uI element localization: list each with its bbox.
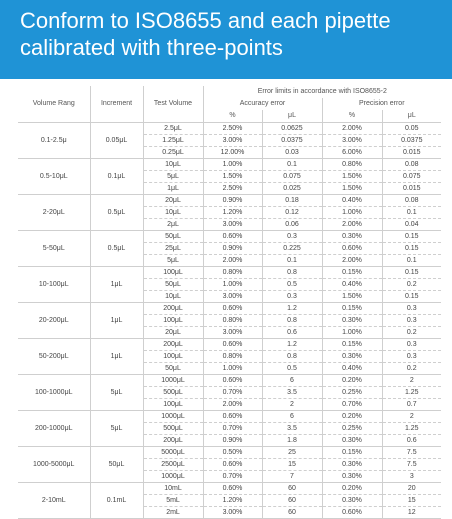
test-volume-cell: 20μL <box>143 195 203 207</box>
precision-pct-cell: 3.00% <box>322 135 382 147</box>
accuracy-pct-cell: 2.00% <box>203 399 262 411</box>
precision-pct-cell: 0.30% <box>322 435 382 447</box>
volume-range-cell: 2-10mL <box>18 483 90 519</box>
accuracy-ul-cell: 0.8 <box>262 351 322 363</box>
accuracy-pct-cell: 12.00% <box>203 147 262 159</box>
table-row <box>18 159 441 171</box>
accuracy-pct-cell: 0.60% <box>203 375 262 387</box>
accuracy-ul-cell: 0.12 <box>262 207 322 219</box>
test-volume-cell: 2.5μL <box>143 123 203 135</box>
precision-pct-cell: 0.30% <box>322 495 382 507</box>
test-volume-cell: 500μL <box>143 423 203 435</box>
precision-pct-cell: 2.00% <box>322 123 382 135</box>
precision-pct-cell: 0.40% <box>322 363 382 375</box>
test-volume-cell: 1μL <box>143 183 203 195</box>
precision-pct-cell: 6.00% <box>322 147 382 159</box>
precision-pct-cell: 0.25% <box>322 423 382 435</box>
increment-cell: 0.1μL <box>90 159 143 195</box>
test-volume-cell: 10μL <box>143 207 203 219</box>
volume-range-cell: 10-100μL <box>18 267 90 303</box>
accuracy-ul-cell: 15 <box>262 459 322 471</box>
precision-ul-cell: 0.3 <box>382 339 441 351</box>
precision-ul-cell: 0.7 <box>382 399 441 411</box>
accuracy-ul-cell: 0.5 <box>262 279 322 291</box>
accuracy-ul-cell: 0.1 <box>262 255 322 267</box>
accuracy-pct-cell: 0.80% <box>203 351 262 363</box>
header-precision-error: Precision error <box>322 98 441 110</box>
test-volume-cell: 200μL <box>143 339 203 351</box>
precision-ul-cell: 0.0375 <box>382 135 441 147</box>
accuracy-ul-cell: 6 <box>262 411 322 423</box>
accuracy-ul-cell: 60 <box>262 507 322 519</box>
accuracy-ul-cell: 1.2 <box>262 339 322 351</box>
header-error-limits: Error limits in accordance with ISO8655-2 <box>203 86 441 98</box>
precision-ul-cell: 0.1 <box>382 255 441 267</box>
precision-ul-cell: 0.3 <box>382 351 441 363</box>
precision-ul-cell: 20 <box>382 483 441 495</box>
accuracy-pct-cell: 0.60% <box>203 303 262 315</box>
precision-pct-cell: 0.60% <box>322 507 382 519</box>
accuracy-ul-cell: 0.8 <box>262 315 322 327</box>
test-volume-cell: 20μL <box>143 327 203 339</box>
header-precision-ul: μL <box>382 110 441 123</box>
accuracy-pct-cell: 0.50% <box>203 447 262 459</box>
test-volume-cell: 5000μL <box>143 447 203 459</box>
test-volume-cell: 25μL <box>143 243 203 255</box>
accuracy-pct-cell: 0.70% <box>203 423 262 435</box>
accuracy-ul-cell: 3.5 <box>262 387 322 399</box>
volume-range-cell: 20-200μL <box>18 303 90 339</box>
precision-ul-cell: 0.1 <box>382 207 441 219</box>
table-row <box>18 231 441 243</box>
accuracy-ul-cell: 1.8 <box>262 435 322 447</box>
precision-ul-cell: 12 <box>382 507 441 519</box>
test-volume-cell: 100μL <box>143 267 203 279</box>
precision-pct-cell: 0.30% <box>322 315 382 327</box>
test-volume-cell: 10μL <box>143 159 203 171</box>
precision-pct-cell: 0.15% <box>322 267 382 279</box>
precision-pct-cell: 1.50% <box>322 183 382 195</box>
header-increment: Increment <box>90 86 143 123</box>
accuracy-pct-cell: 0.90% <box>203 435 262 447</box>
accuracy-pct-cell: 0.70% <box>203 471 262 483</box>
precision-ul-cell: 7.5 <box>382 459 441 471</box>
test-volume-cell: 10mL <box>143 483 203 495</box>
precision-pct-cell: 1.50% <box>322 171 382 183</box>
accuracy-ul-cell: 0.075 <box>262 171 322 183</box>
test-volume-cell: 200μL <box>143 435 203 447</box>
accuracy-ul-cell: 0.3 <box>262 291 322 303</box>
increment-cell: 1μL <box>90 267 143 303</box>
test-volume-cell: 100μL <box>143 351 203 363</box>
volume-range-cell: 5-50μL <box>18 231 90 267</box>
precision-ul-cell: 0.6 <box>382 435 441 447</box>
accuracy-pct-cell: 0.60% <box>203 339 262 351</box>
accuracy-pct-cell: 1.50% <box>203 171 262 183</box>
precision-pct-cell: 0.20% <box>322 411 382 423</box>
precision-ul-cell: 15 <box>382 495 441 507</box>
precision-ul-cell: 0.3 <box>382 315 441 327</box>
precision-pct-cell: 1.50% <box>322 291 382 303</box>
table-row <box>18 447 441 459</box>
precision-ul-cell: 0.08 <box>382 195 441 207</box>
precision-pct-cell: 0.20% <box>322 483 382 495</box>
test-volume-cell: 1000μL <box>143 411 203 423</box>
test-volume-cell: 1000μL <box>143 375 203 387</box>
precision-pct-cell: 0.15% <box>322 447 382 459</box>
accuracy-pct-cell: 1.00% <box>203 159 262 171</box>
precision-ul-cell: 0.2 <box>382 363 441 375</box>
accuracy-ul-cell: 0.0375 <box>262 135 322 147</box>
test-volume-cell: 2μL <box>143 219 203 231</box>
increment-cell: 0.1mL <box>90 483 143 519</box>
increment-cell: 5μL <box>90 411 143 447</box>
accuracy-pct-cell: 1.20% <box>203 495 262 507</box>
test-volume-cell: 50μL <box>143 363 203 375</box>
increment-cell: 0.05μL <box>90 123 143 159</box>
precision-pct-cell: 0.40% <box>322 195 382 207</box>
header-test-volume: Test Volume <box>143 86 203 123</box>
accuracy-ul-cell: 25 <box>262 447 322 459</box>
accuracy-ul-cell: 0.0625 <box>262 123 322 135</box>
precision-pct-cell: 1.00% <box>322 207 382 219</box>
table-row <box>18 339 441 351</box>
accuracy-ul-cell: 0.3 <box>262 231 322 243</box>
precision-ul-cell: 0.015 <box>382 147 441 159</box>
volume-range-cell: 200-1000μL <box>18 411 90 447</box>
accuracy-pct-cell: 2.00% <box>203 255 262 267</box>
accuracy-ul-cell: 0.5 <box>262 363 322 375</box>
increment-cell: 5μL <box>90 375 143 411</box>
accuracy-pct-cell: 3.00% <box>203 327 262 339</box>
precision-pct-cell: 1.00% <box>322 327 382 339</box>
precision-pct-cell: 0.20% <box>322 375 382 387</box>
test-volume-cell: 50μL <box>143 231 203 243</box>
volume-range-cell: 1000-5000μL <box>18 447 90 483</box>
volume-range-cell: 100-1000μL <box>18 375 90 411</box>
increment-cell: 50μL <box>90 447 143 483</box>
accuracy-ul-cell: 0.06 <box>262 219 322 231</box>
precision-ul-cell: 2 <box>382 411 441 423</box>
accuracy-pct-cell: 0.60% <box>203 483 262 495</box>
precision-pct-cell: 0.30% <box>322 351 382 363</box>
precision-pct-cell: 0.30% <box>322 471 382 483</box>
accuracy-pct-cell: 1.00% <box>203 279 262 291</box>
accuracy-pct-cell: 0.80% <box>203 267 262 279</box>
table-row <box>18 411 441 423</box>
test-volume-cell: 500μL <box>143 387 203 399</box>
accuracy-ul-cell: 0.1 <box>262 159 322 171</box>
precision-ul-cell: 3 <box>382 471 441 483</box>
accuracy-ul-cell: 60 <box>262 483 322 495</box>
increment-cell: 0.5μL <box>90 195 143 231</box>
volume-range-cell: 0.1-2.5μ <box>18 123 90 159</box>
accuracy-pct-cell: 0.90% <box>203 243 262 255</box>
precision-pct-cell: 0.30% <box>322 459 382 471</box>
precision-ul-cell: 0.15 <box>382 231 441 243</box>
accuracy-ul-cell: 7 <box>262 471 322 483</box>
precision-pct-cell: 0.70% <box>322 399 382 411</box>
precision-ul-cell: 7.5 <box>382 447 441 459</box>
increment-cell: 1μL <box>90 339 143 375</box>
precision-ul-cell: 0.2 <box>382 327 441 339</box>
precision-ul-cell: 2 <box>382 375 441 387</box>
accuracy-pct-cell: 3.00% <box>203 291 262 303</box>
accuracy-pct-cell: 1.00% <box>203 363 262 375</box>
table-row <box>18 375 441 387</box>
precision-ul-cell: 0.05 <box>382 123 441 135</box>
accuracy-ul-cell: 0.6 <box>262 327 322 339</box>
precision-ul-cell: 0.15 <box>382 267 441 279</box>
precision-pct-cell: 0.30% <box>322 231 382 243</box>
precision-pct-cell: 0.15% <box>322 339 382 351</box>
table-row <box>18 483 441 495</box>
precision-pct-cell: 0.60% <box>322 243 382 255</box>
accuracy-ul-cell: 2 <box>262 399 322 411</box>
error-limits-table <box>18 86 441 519</box>
precision-ul-cell: 1.25 <box>382 387 441 399</box>
precision-ul-cell: 1.25 <box>382 423 441 435</box>
accuracy-pct-cell: 0.60% <box>203 231 262 243</box>
test-volume-cell: 2mL <box>143 507 203 519</box>
accuracy-pct-cell: 0.70% <box>203 387 262 399</box>
volume-range-cell: 50-200μL <box>18 339 90 375</box>
volume-range-cell: 0.5-10μL <box>18 159 90 195</box>
precision-ul-cell: 0.15 <box>382 243 441 255</box>
accuracy-pct-cell: 1.20% <box>203 207 262 219</box>
accuracy-pct-cell: 0.60% <box>203 459 262 471</box>
accuracy-pct-cell: 3.00% <box>203 507 262 519</box>
test-volume-cell: 100μL <box>143 399 203 411</box>
accuracy-pct-cell: 0.60% <box>203 411 262 423</box>
test-volume-cell: 5μL <box>143 171 203 183</box>
header-volume-range: Volume Rang <box>18 86 90 123</box>
test-volume-cell: 100μL <box>143 315 203 327</box>
accuracy-ul-cell: 6 <box>262 375 322 387</box>
table-row <box>18 303 441 315</box>
test-volume-cell: 10μL <box>143 291 203 303</box>
table-row <box>18 195 441 207</box>
table-row <box>18 267 441 279</box>
title-banner <box>0 0 452 79</box>
precision-ul-cell: 0.015 <box>382 183 441 195</box>
accuracy-pct-cell: 3.00% <box>203 135 262 147</box>
accuracy-ul-cell: 60 <box>262 495 322 507</box>
precision-ul-cell: 0.04 <box>382 219 441 231</box>
accuracy-pct-cell: 2.50% <box>203 123 262 135</box>
header-accuracy-error: Accuracy error <box>203 98 322 110</box>
increment-cell: 1μL <box>90 303 143 339</box>
precision-pct-cell: 2.00% <box>322 255 382 267</box>
test-volume-cell: 1.25μL <box>143 135 203 147</box>
table-row <box>18 123 441 135</box>
precision-pct-cell: 0.15% <box>322 303 382 315</box>
precision-ul-cell: 0.2 <box>382 279 441 291</box>
precision-ul-cell: 0.075 <box>382 171 441 183</box>
test-volume-cell: 5μL <box>143 255 203 267</box>
precision-pct-cell: 0.25% <box>322 387 382 399</box>
title-line-1: Conform to ISO8655 and each pipette <box>20 8 391 33</box>
accuracy-pct-cell: 2.50% <box>203 183 262 195</box>
test-volume-cell: 50μL <box>143 279 203 291</box>
accuracy-ul-cell: 0.8 <box>262 267 322 279</box>
precision-ul-cell: 0.3 <box>382 303 441 315</box>
header-precision-pct: % <box>322 110 382 123</box>
accuracy-ul-cell: 0.18 <box>262 195 322 207</box>
accuracy-ul-cell: 0.025 <box>262 183 322 195</box>
precision-pct-cell: 0.40% <box>322 279 382 291</box>
increment-cell: 0.5μL <box>90 231 143 267</box>
accuracy-ul-cell: 0.225 <box>262 243 322 255</box>
test-volume-cell: 0.25μL <box>143 147 203 159</box>
accuracy-ul-cell: 3.5 <box>262 423 322 435</box>
volume-range-cell: 2-20μL <box>18 195 90 231</box>
title-line-2: calibrated with three-points <box>20 35 283 60</box>
precision-pct-cell: 2.00% <box>322 219 382 231</box>
accuracy-ul-cell: 1.2 <box>262 303 322 315</box>
header-accuracy-ul: μL <box>262 110 322 123</box>
precision-ul-cell: 0.15 <box>382 291 441 303</box>
accuracy-pct-cell: 0.90% <box>203 195 262 207</box>
test-volume-cell: 2500μL <box>143 459 203 471</box>
test-volume-cell: 1000μL <box>143 471 203 483</box>
header-accuracy-pct: % <box>203 110 262 123</box>
accuracy-ul-cell: 0.03 <box>262 147 322 159</box>
precision-ul-cell: 0.08 <box>382 159 441 171</box>
test-volume-cell: 5mL <box>143 495 203 507</box>
accuracy-pct-cell: 3.00% <box>203 219 262 231</box>
accuracy-pct-cell: 0.80% <box>203 315 262 327</box>
precision-pct-cell: 0.80% <box>322 159 382 171</box>
test-volume-cell: 200μL <box>143 303 203 315</box>
